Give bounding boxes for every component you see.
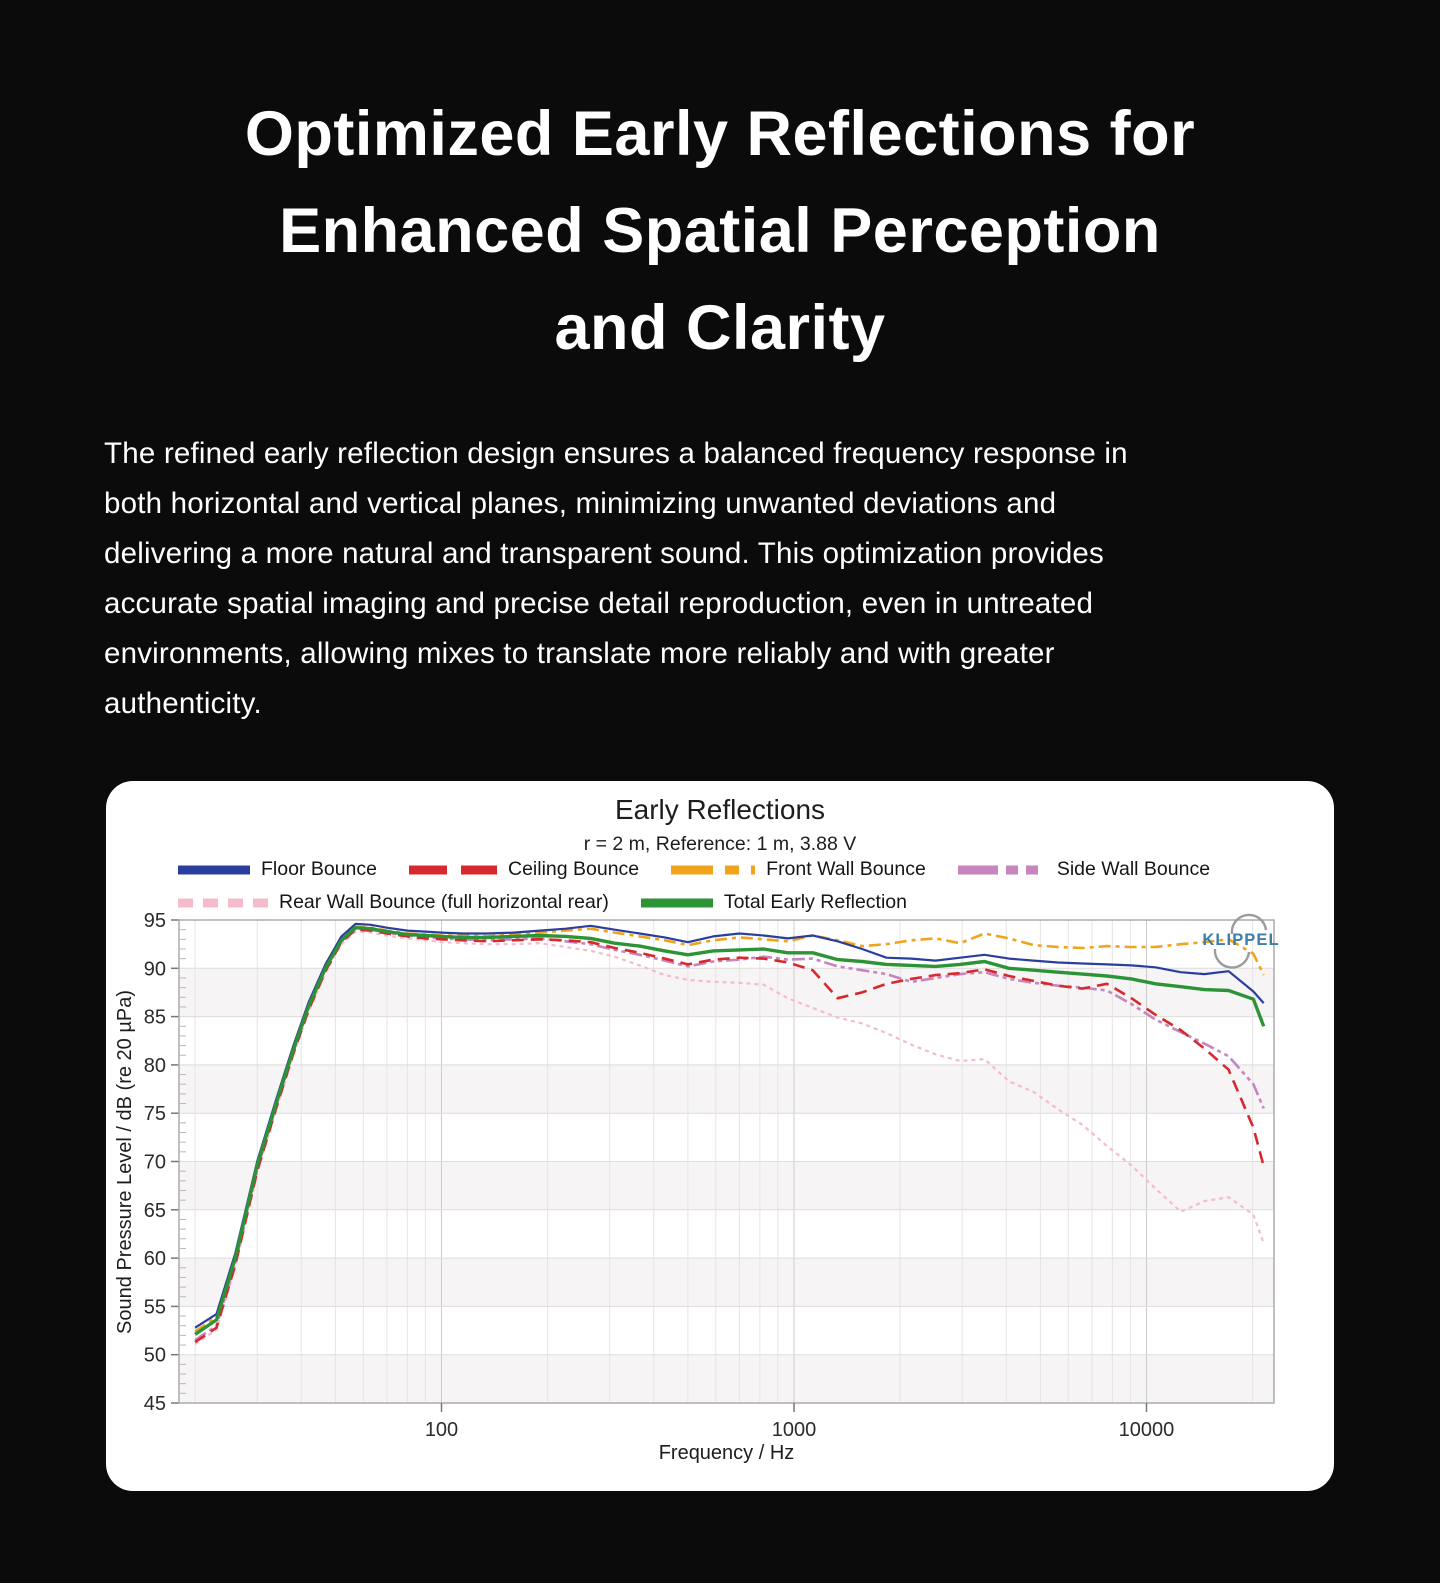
x-axis-label: Frequency / Hz bbox=[658, 1442, 795, 1464]
paragraph-line: environments, allowing mixes to translate more reliably and with greater bbox=[104, 637, 1055, 670]
legend-label: Total Early Reflection bbox=[723, 891, 907, 913]
legend-label: Side Wall Bounce bbox=[1056, 858, 1211, 880]
legend-label: Floor Bounce bbox=[261, 858, 377, 880]
y-axis-label bbox=[111, 920, 139, 1403]
svg-text:50: 50 bbox=[143, 1344, 166, 1367]
svg-text:80: 80 bbox=[143, 1054, 166, 1077]
legend-label: Front Wall Bounce bbox=[766, 858, 926, 880]
svg-text:1000: 1000 bbox=[771, 1419, 817, 1441]
page-title bbox=[0, 86, 1440, 377]
page-title-line: and Clarity bbox=[554, 293, 886, 363]
y-axis-tick-labels bbox=[144, 910, 166, 1415]
svg-text:10000: 10000 bbox=[1118, 1419, 1175, 1441]
klippel-logo bbox=[1202, 915, 1279, 968]
chart-svg bbox=[106, 781, 1334, 1491]
y-axis-label-text: Sound Pressure Level / dB (re 20 µPa) bbox=[113, 989, 136, 1334]
svg-text:65: 65 bbox=[143, 1199, 166, 1222]
paragraph-line: authenticity. bbox=[104, 687, 262, 720]
intro-paragraph bbox=[104, 429, 1319, 729]
paragraph-line: accurate spatial imaging and precise detail reproduction, even in untreated bbox=[104, 587, 1094, 620]
paragraph-line: The refined early reflection design ensures a balanced frequency response in bbox=[104, 437, 1128, 470]
svg-text:90: 90 bbox=[143, 958, 166, 981]
paragraph-line: both horizontal and vertical planes, minimizing unwanted deviations and bbox=[104, 487, 1057, 520]
page-title-line: Optimized Early Reflections for bbox=[244, 99, 1196, 169]
svg-text:KLIPPEL: KLIPPEL bbox=[1202, 931, 1280, 949]
chart-title: Early Reflections bbox=[614, 794, 826, 825]
svg-text:45: 45 bbox=[143, 1393, 166, 1415]
svg-text:75: 75 bbox=[143, 1103, 166, 1126]
x-axis-ticks bbox=[425, 1403, 1174, 1441]
svg-text:60: 60 bbox=[143, 1248, 166, 1271]
plot-bands bbox=[179, 968, 1274, 1403]
svg-text:100: 100 bbox=[424, 1419, 459, 1441]
hero-section bbox=[0, 0, 1440, 729]
legend-label: Ceiling Bounce bbox=[507, 858, 640, 880]
svg-text:85: 85 bbox=[143, 1006, 166, 1029]
svg-text:70: 70 bbox=[143, 1151, 166, 1174]
svg-text:55: 55 bbox=[143, 1296, 166, 1319]
page-title-line: Enhanced Spatial Perception bbox=[279, 196, 1161, 266]
chart-subtitle: r = 2 m, Reference: 1 m, 3.88 V bbox=[583, 833, 857, 855]
legend-label: Rear Wall Bounce (full horizontal rear) bbox=[279, 891, 609, 913]
svg-text:95: 95 bbox=[143, 910, 166, 932]
paragraph-line: delivering a more natural and transparent sound. This optimization provides bbox=[104, 537, 1104, 570]
chart-card bbox=[106, 781, 1334, 1491]
